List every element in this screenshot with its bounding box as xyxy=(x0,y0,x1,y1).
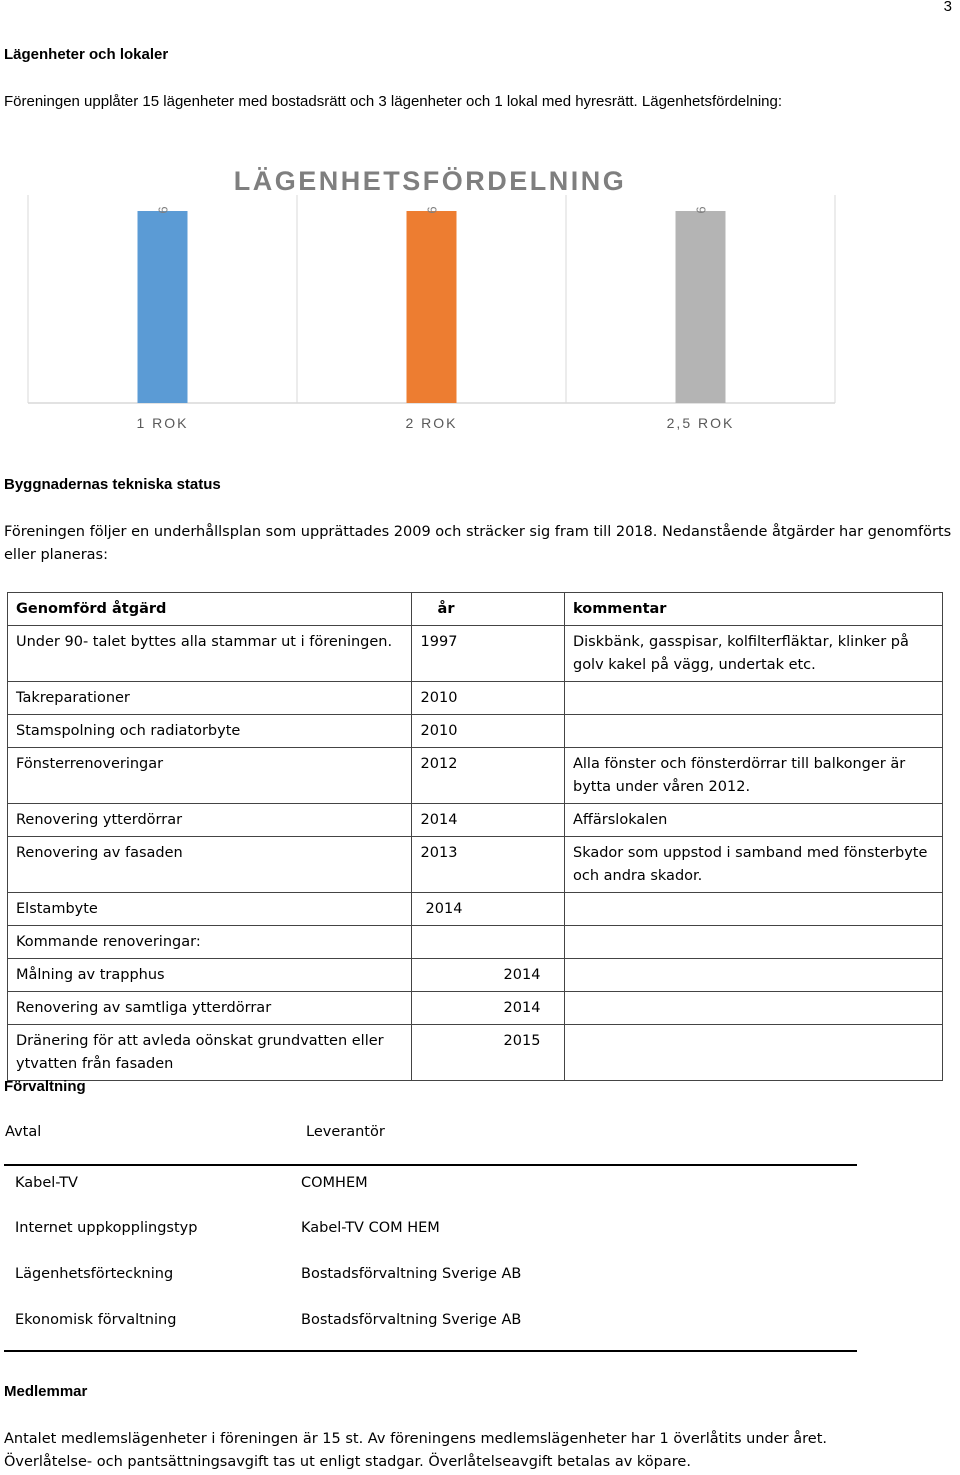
table-header-cell: Genomförd åtgärd xyxy=(8,593,412,626)
chart-title: LÄGENHETSFÖRDELNING xyxy=(233,166,627,196)
table-cell-action: Renovering av fasaden xyxy=(8,837,412,893)
table-cell-action: Målning av trapphus xyxy=(8,959,412,992)
table-row xyxy=(8,959,943,992)
apartments-paragraph: Föreningen upplåter 15 lägenheter med bostadsrätt och 3 lägenheter och 1 lokal med hyresrätt. Lägenhetsfördelning: xyxy=(4,93,783,110)
management-row-supplier: Bostadsförvaltning Sverige AB xyxy=(301,1266,522,1282)
table-cell-year: 2012 xyxy=(411,748,564,804)
table-row xyxy=(8,715,943,748)
table-header-row xyxy=(8,593,943,626)
management-header-supplier: Leverantör xyxy=(306,1124,385,1140)
table-cell-action: Renovering av samtliga ytterdörrar xyxy=(8,992,412,1025)
bar xyxy=(138,211,188,403)
table-cell-comment xyxy=(564,992,942,1025)
table-row xyxy=(8,804,943,837)
table-cell-comment xyxy=(564,959,942,992)
table-row xyxy=(8,926,943,959)
members-line-2: Överlåtelse- och pantsättningsavgift tas ut enligt stadgar. Överlåtelseavgift betalas av köpare. xyxy=(4,1454,691,1470)
x-tick-label: 2,5 ROK xyxy=(666,415,735,431)
members-line-1: Antalet medlemslägenheter i föreningen är 15 st. Av föreningens medlemslägenheter har 1 överlåtits under året. xyxy=(4,1431,827,1447)
table-cell-action: Elstambyte xyxy=(8,893,412,926)
data-label: 6 xyxy=(424,206,440,214)
table-row xyxy=(8,682,943,715)
section-heading-management: Förvaltning xyxy=(4,1078,86,1095)
table-cell-comment xyxy=(564,715,942,748)
management-row-supplier: Kabel-TV COM HEM xyxy=(301,1220,440,1236)
section-heading-technical-status: Byggnadernas tekniska status xyxy=(4,476,221,493)
table-cell-comment xyxy=(564,926,942,959)
table-cell-year: 2010 xyxy=(411,682,564,715)
table-cell-comment: Alla fönster och fönsterdörrar till balkonger är bytta under våren 2012. xyxy=(564,748,942,804)
table-row xyxy=(8,893,943,926)
table-row xyxy=(8,626,943,682)
table-cell-action: Kommande renoveringar: xyxy=(8,926,412,959)
data-label: 6 xyxy=(693,206,709,214)
table-cell-comment xyxy=(564,1025,942,1081)
table-header-cell: år xyxy=(411,593,564,626)
table-row xyxy=(8,748,943,804)
bar xyxy=(676,211,726,403)
table-cell-year: 2010 xyxy=(411,715,564,748)
bar xyxy=(407,211,457,403)
table-cell-comment: Skador som uppstod i samband med fönsterbyte och andra skador. xyxy=(564,837,942,893)
table-cell-year: 1997 xyxy=(411,626,564,682)
table-cell-action: Stamspolning och radiatorbyte xyxy=(8,715,412,748)
table-cell-comment: Diskbänk, gasspisar, kolfilterfläktar, klinker på golv kakel på vägg, undertak etc. xyxy=(564,626,942,682)
management-row-contract: Lägenhetsförteckning xyxy=(15,1266,174,1282)
table-cell-year: 2014 xyxy=(411,804,564,837)
table-cell-comment: Affärslokalen xyxy=(564,804,942,837)
table-cell-action: Under 90- talet byttes alla stammar ut i föreningen. xyxy=(8,626,412,682)
section-heading-apartments: Lägenheter och lokaler xyxy=(4,46,169,63)
table-cell-year: 2014 xyxy=(411,893,564,926)
table-cell-action: Fönsterrenoveringar xyxy=(8,748,412,804)
section-heading-members: Medlemmar xyxy=(4,1383,88,1400)
management-row-supplier: COMHEM xyxy=(301,1175,368,1191)
data-label: 6 xyxy=(155,206,171,214)
actions-table xyxy=(7,592,943,1081)
chart-plot-area xyxy=(28,195,835,431)
table-cell-year: 2014 xyxy=(411,992,564,1025)
table-cell-action: Takreparationer xyxy=(8,682,412,715)
table-cell-comment xyxy=(564,893,942,926)
table-cell-year: 2013 xyxy=(411,837,564,893)
apartment-distribution-chart xyxy=(0,150,960,440)
management-header-contract: Avtal xyxy=(5,1124,42,1140)
management-row-contract: Ekonomisk förvaltning xyxy=(15,1312,177,1328)
table-row xyxy=(8,837,943,893)
table-cell-year: 2014 xyxy=(411,959,564,992)
table-cell-comment xyxy=(564,682,942,715)
table-cell-year xyxy=(411,926,564,959)
management-row-contract: Internet uppkopplingstyp xyxy=(15,1220,198,1236)
table-row xyxy=(8,1025,943,1081)
technical-status-line-2: eller planeras: xyxy=(4,547,108,563)
management-bottom-rule xyxy=(4,1350,857,1352)
table-cell-year: 2015 xyxy=(411,1025,564,1081)
table-cell-action: Renovering ytterdörrar xyxy=(8,804,412,837)
technical-status-line-1: Föreningen följer en underhållsplan som upprättades 2009 och sträcker sig fram till 2018. Nedanstående åtgärder har genomförts xyxy=(4,524,952,540)
x-tick-label: 1 ROK xyxy=(136,415,189,431)
x-tick-label: 2 ROK xyxy=(405,415,458,431)
table-row xyxy=(8,992,943,1025)
management-row-supplier: Bostadsförvaltning Sverige AB xyxy=(301,1312,522,1328)
table-header-cell: kommentar xyxy=(564,593,942,626)
management-top-rule xyxy=(4,1164,857,1166)
page-number: 3 xyxy=(943,0,952,15)
management-row-contract: Kabel-TV xyxy=(15,1175,78,1191)
table-cell-action: Dränering för att avleda oönskat grundvatten eller ytvatten från fasaden xyxy=(8,1025,412,1081)
